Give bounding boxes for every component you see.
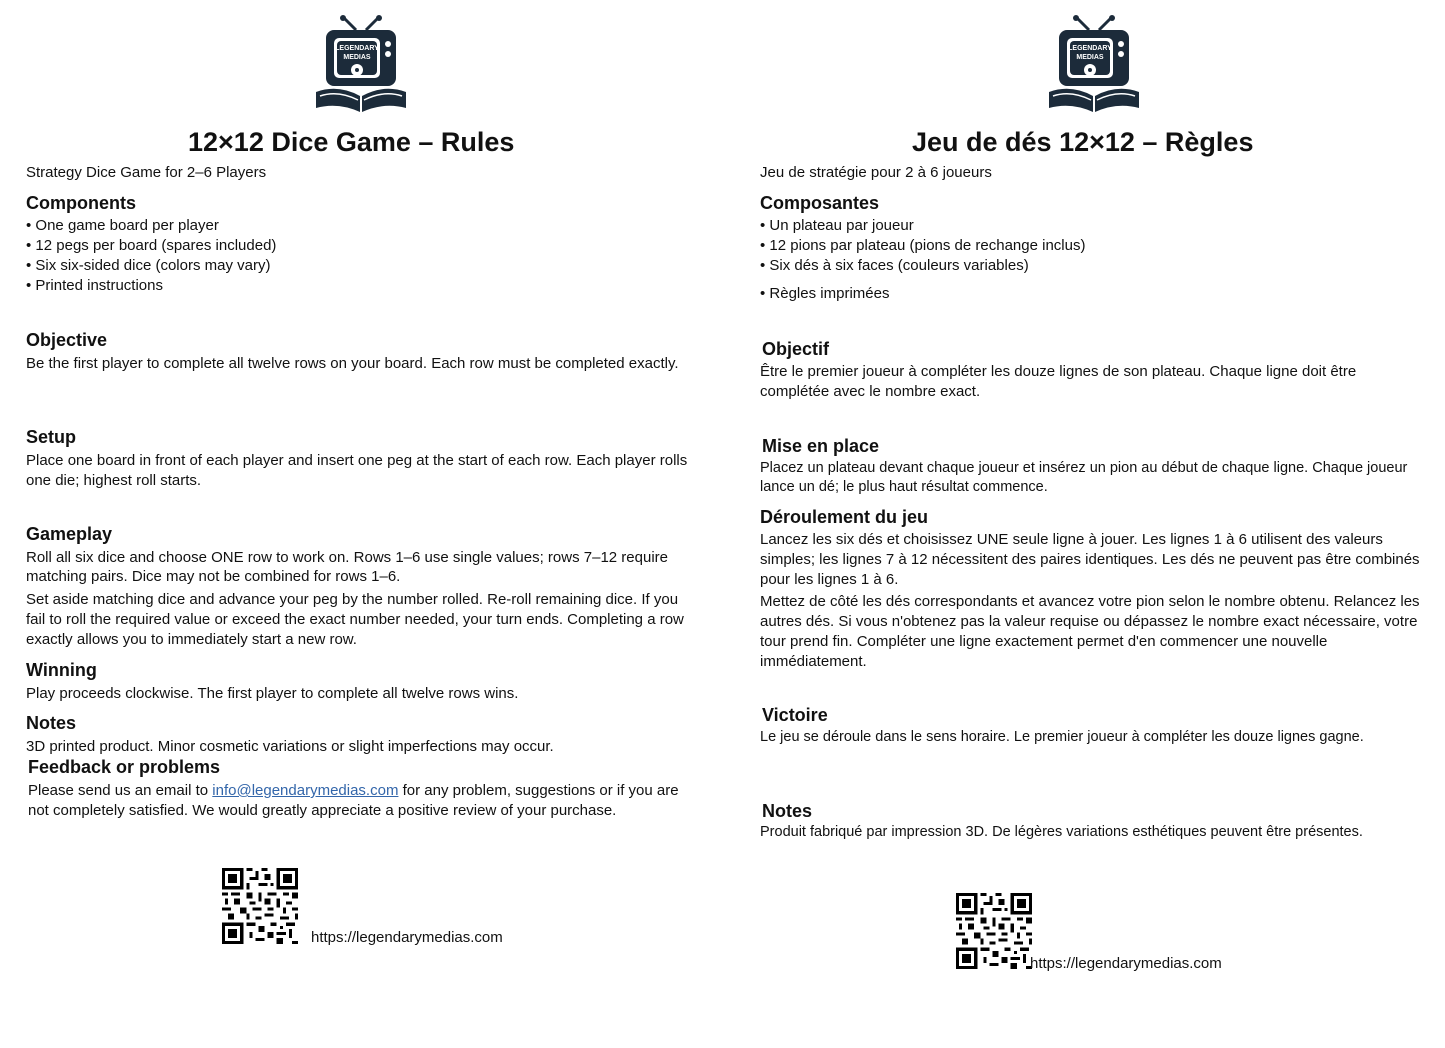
page-title: 12×12 Dice Game – Rules: [188, 127, 515, 157]
gameplay-text-2: Mettez de côté les dés correspondants et avancez votre pion selon le nombre obtenu. Relancez les autres dés. Si vous n'obtenez pas la valeur requise ou dépassez le nombre exact nécessaire, votre tour prend fin. Compléter une ligne exactement permet d'en commencer une nouvelle immédiatement.: [760, 593, 1420, 670]
list-item: • One game board per player: [26, 217, 219, 234]
objective-text: Be the first player to complete all twelve rows on your board. Each row must be completed exactly.: [26, 355, 679, 372]
gameplay-text-1: Lancez les six dés et choisissez UNE seule ligne à jouer. Les lignes 1 à 6 utilisent des valeurs simples; les lignes 7 à 12 nécessitent des paires identiques. Les dés ne peuvent pas être combinés pour les lignes 1 à 6.: [760, 531, 1420, 588]
setup-heading: Setup: [26, 427, 77, 447]
winning-text: Le jeu se déroule dans le sens horaire. Le premier joueur à compléter les douze lignes gagne.: [760, 729, 1364, 745]
email-link[interactable]: info@legendarymedias.com: [212, 782, 399, 799]
winning-text: Play proceeds clockwise. The first player to complete all twelve rows wins.: [26, 685, 519, 702]
feedback-heading: Feedback or problems: [28, 757, 221, 777]
notes-text: Produit fabriqué par impression 3D. De légères variations esthétiques peuvent être présentes.: [760, 824, 1363, 840]
page-title: Jeu de dés 12×12 – Règles: [912, 127, 1254, 157]
logo-text: LEGENDARY: [1068, 45, 1112, 52]
list-item: • Six six-sided dice (colors may vary): [26, 257, 271, 274]
gameplay-text-2: Set aside matching dice and advance your peg by the number rolled. Re-roll remaining dice. If you fail to roll the required value or exceed the exact number needed, your turn ends. Completing a row exactly allows you to immediately start a new row.: [26, 591, 684, 648]
website-url[interactable]: https://legendarymedias.com: [311, 929, 503, 946]
objective-text: Être le premier joueur à compléter les douze lignes de son plateau. Chaque ligne doit être complétée avec le nombre exact.: [760, 363, 1357, 400]
list-item: • Six dés à six faces (couleurs variables): [760, 257, 1029, 274]
subtitle: Strategy Dice Game for 2–6 Players: [26, 164, 267, 181]
objective-heading: Objectif: [762, 339, 830, 359]
components-heading: Components: [26, 193, 136, 213]
winning-heading: Victoire: [762, 705, 828, 725]
setup-text: Place one board in front of each player and insert one peg at the start of each row. Each player rolls one die; highest roll starts.: [26, 452, 688, 489]
list-item: • 12 pions par plateau (pions de rechange inclus): [760, 237, 1086, 254]
gameplay-heading: Gameplay: [26, 524, 113, 544]
list-item: • Règles imprimées: [760, 285, 890, 302]
notes-text: 3D printed product. Minor cosmetic variations or slight imperfections may occur.: [26, 738, 554, 755]
components-heading: Composantes: [760, 193, 880, 213]
winning-heading: Winning: [26, 660, 97, 680]
setup-text: Placez un plateau devant chaque joueur et insérez un pion au début de chaque ligne. Chaque joueur lance un dé; le plus haut résultat commence.: [760, 460, 1408, 495]
setup-heading: Mise en place: [762, 436, 880, 456]
notes-heading: Notes: [762, 801, 813, 821]
svg-text:MEDIAS: MEDIAS: [343, 54, 371, 61]
gameplay-heading: Déroulement du jeu: [760, 507, 929, 527]
list-item: • 12 pegs per board (spares included): [26, 237, 277, 254]
subtitle: Jeu de stratégie pour 2 à 6 joueurs: [760, 164, 992, 181]
list-item: • Printed instructions: [26, 277, 163, 294]
qr-code-icon: [956, 893, 1032, 969]
feedback-text: Please send us an email to info@legendarymedias.com for any problem, suggestions or if you are not completely satisfied. We would greatly appreciate a positive review of your purchase.: [28, 782, 679, 819]
notes-heading: Notes: [26, 713, 77, 733]
logo-text: LEGENDARY: [335, 45, 379, 52]
list-item: • Un plateau par joueur: [760, 217, 914, 234]
website-url[interactable]: https://legendarymedias.com: [1030, 955, 1222, 972]
tv-book-logo-icon: [1043, 14, 1145, 116]
objective-heading: Objective: [26, 330, 108, 350]
tv-book-logo-icon: [310, 14, 412, 116]
gameplay-text-1: Roll all six dice and choose ONE row to work on. Rows 1–6 use single values; rows 7–12 require matching pairs. Dice may not be combined for rows 1–6.: [26, 549, 668, 585]
qr-code-icon: [222, 868, 298, 944]
svg-text:MEDIAS: MEDIAS: [1076, 54, 1104, 61]
